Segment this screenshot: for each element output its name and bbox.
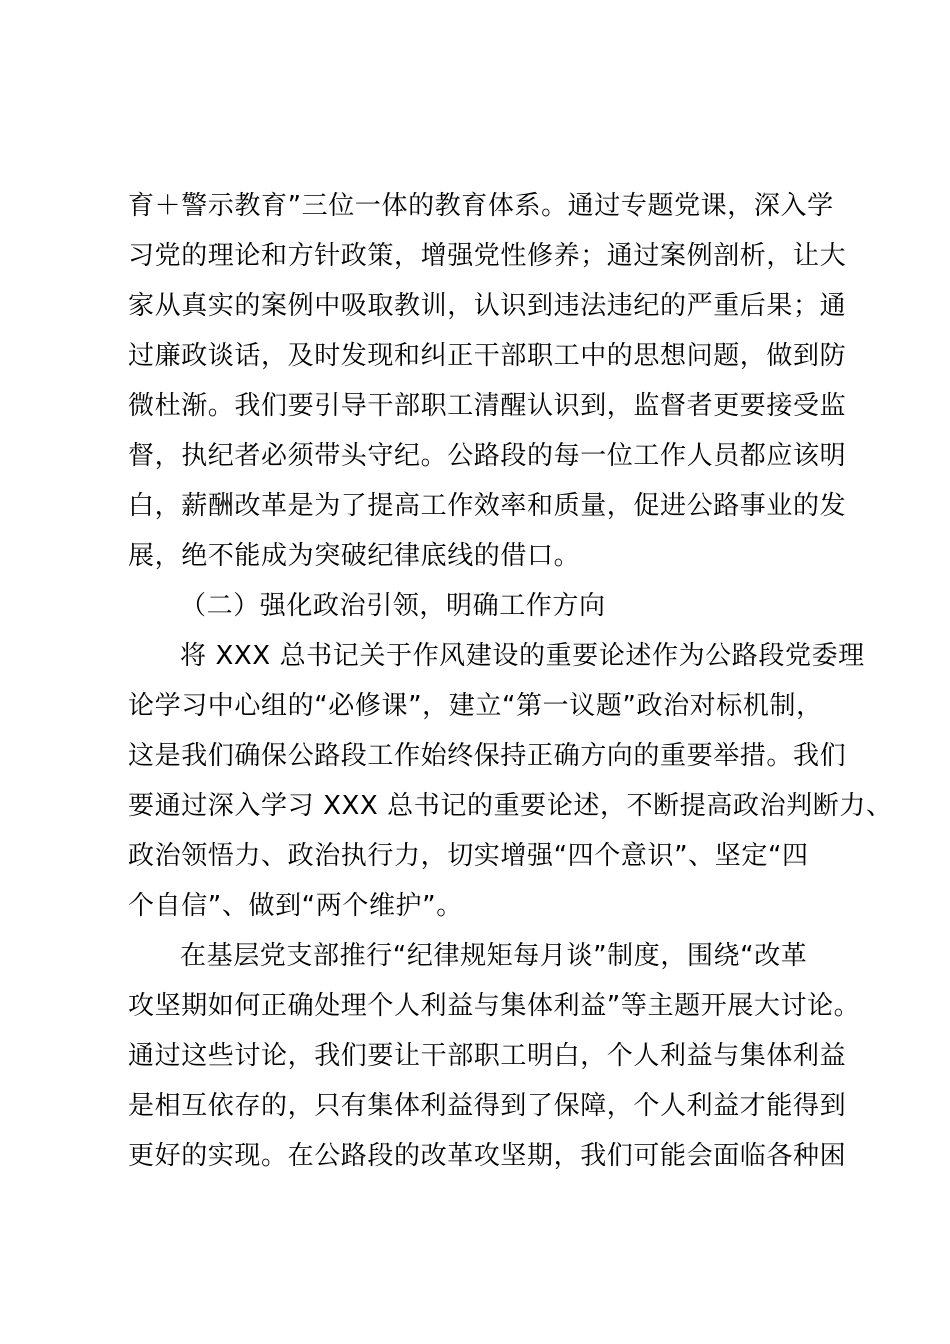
body-text-line: 督，执纪者必须带头守纪。公路段的每一位工作人员都应该明 xyxy=(128,441,847,471)
body-text-line: 政治领悟力、政治执行力，切实增强“四个意识”、坚定“四 xyxy=(128,841,809,871)
body-text-line: 通过这些讨论，我们要让干部职工明白，个人利益与集体利益 xyxy=(128,1041,847,1071)
body-text-line: 家从真实的案例中吸取教训，认识到违法违纪的严重后果；通 xyxy=(128,291,847,321)
section-heading: （二）强化政治引领，明确工作方向 xyxy=(180,591,606,621)
body-text-line: 习党的理论和方针政策，增强党性修养；通过案例剖析，让大 xyxy=(128,241,847,271)
paragraph-first-line: 将 XXX 总书记关于作风建设的重要论述作为公路段党委理 xyxy=(180,641,865,671)
body-text-line: 微杜渐。我们要引导干部职工清醒认识到，监督者更要接受监 xyxy=(128,391,847,421)
body-text-line: 是相互依存的，只有集体利益得到了保障，个人利益才能得到 xyxy=(128,1091,847,1121)
body-text-line: 更好的实现。在公路段的改革攻坚期，我们可能会面临各种困 xyxy=(128,1141,847,1171)
body-text-line: 育＋警示教育”三位一体的教育体系。通过专题党课，深入学 xyxy=(128,191,834,221)
body-text-line: 要通过深入学习 XXX 总书记的重要论述，不断提高政治判断力、 xyxy=(128,791,893,821)
body-text-line: 白，薪酬改革是为了提高工作效率和质量，促进公路事业的发 xyxy=(128,491,847,521)
body-text-line: 攻坚期如何正确处理个人利益与集体利益”等主题开展大讨论。 xyxy=(128,991,861,1021)
body-text-line: 过廉政谈话，及时发现和纠正干部职工中的思想问题，做到防 xyxy=(128,341,847,371)
paragraph-first-line: 在基层党支部推行“纪律规矩每月谈”制度，围绕“改革 xyxy=(180,941,808,971)
body-text-line: 论学习中心组的“必修课”，建立“第一议题”政治对标机制， xyxy=(128,691,823,721)
body-text-line: 这是我们确保公路段工作始终保持正确方向的重要举措。我们 xyxy=(128,741,847,771)
body-text-line: 展，绝不能成为突破纪律底线的借口。 xyxy=(128,541,581,571)
body-text-line: 个自信”、做到“两个维护”。 xyxy=(128,891,463,921)
